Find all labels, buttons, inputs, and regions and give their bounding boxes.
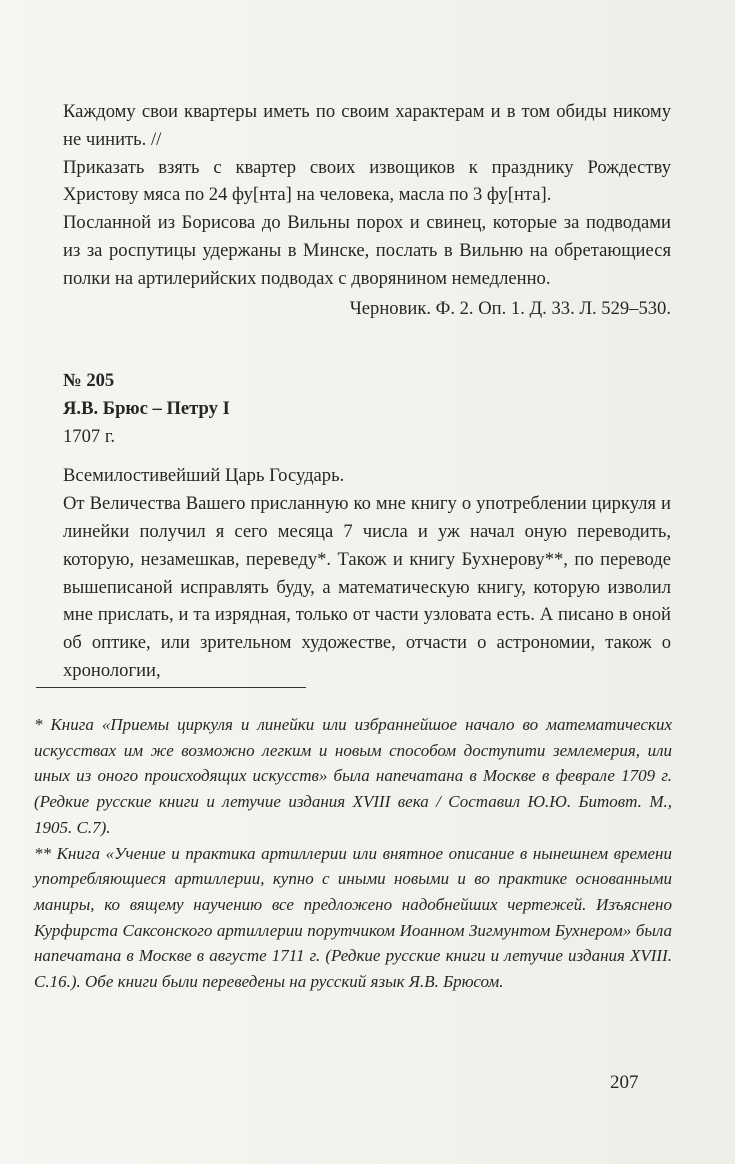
document-date: 1707 г.: [63, 425, 116, 447]
document-number: № 205: [63, 370, 115, 391]
page-number: 207: [610, 1072, 639, 1093]
paragraph-gunpowder: Посланной из Борисова до Вильны порох и свинец, которые за подводами из за роспутицы удержаны в Минске, послать в Вильню на обретающиеся полки на артилерийских подводах с дворянином немедленно.: [63, 212, 671, 289]
footnotes: [34, 712, 672, 995]
paragraph-drivers: Приказать взять с квартер своих извощиков к празднику Рождеству Христову мяса по 24 фу[нта] на человека, масла по 3 фу[нта].: [63, 156, 671, 206]
letter-body: От Величества Вашего присланную ко мне книгу о употреблении циркуля и линейки получил я сего месяца 7 числа и уж начал оную переводить, которую, незамешкав, переведу*. Також и книгу Бухнерову**, по переводе вышеписаной исправлять буду, а математическую книгу, которую изволил мне прислать, и та изрядная, только от части узловата есть. А писано в оной об оптике, или зрительном художестве, отчасти о астрономии, також о хронологии,: [63, 493, 671, 681]
footnote-2: ** Книга «Учение и практика артиллерии или внятное описание в нынешнем времени употребляющиеся артиллерии, купно с иными новыми и во практике основанными маниры, ко вящему научению все предложено надобнейших чертежей. Изъяснено Курфирста Саксонского артиллерии порутчиком Иоанном Зигмунтом Бухнером» была напечатана в Москве в августе 1711 г. (Редкие русские книги и летучие издания XVIII. С.16.). Обе книги были переведены на русский язык Я.В. Брюсом.: [34, 843, 672, 992]
document-205: [63, 367, 671, 685]
archive-reference: Черновик. Ф. 2. Оп. 1. Д. 33. Л. 529–530.: [349, 297, 671, 319]
footnote-1: * Книга «Приемы циркуля и линейки или избраннейшое начало во математических искусствах им же возможно легким и новым способом доступити землемерия, или иных из оного происходящих искусств» была напечатана в Москве в феврале 1709 г. (Редкие русские книги и летучие издания XVIII века / Составил Ю.Ю. Битовт. М., 1905. С.7).: [34, 715, 672, 837]
paragraph-quarters: Каждому свои квартеры иметь по своим характерам и в том обиды никому не чинить. //: [63, 101, 671, 150]
footnote-divider: [36, 687, 306, 688]
document-title: Я.В. Брюс – Петру I: [63, 397, 230, 419]
salutation: Всемилостивейший Царь Государь.: [63, 465, 345, 487]
letter-ending: [63, 98, 671, 322]
